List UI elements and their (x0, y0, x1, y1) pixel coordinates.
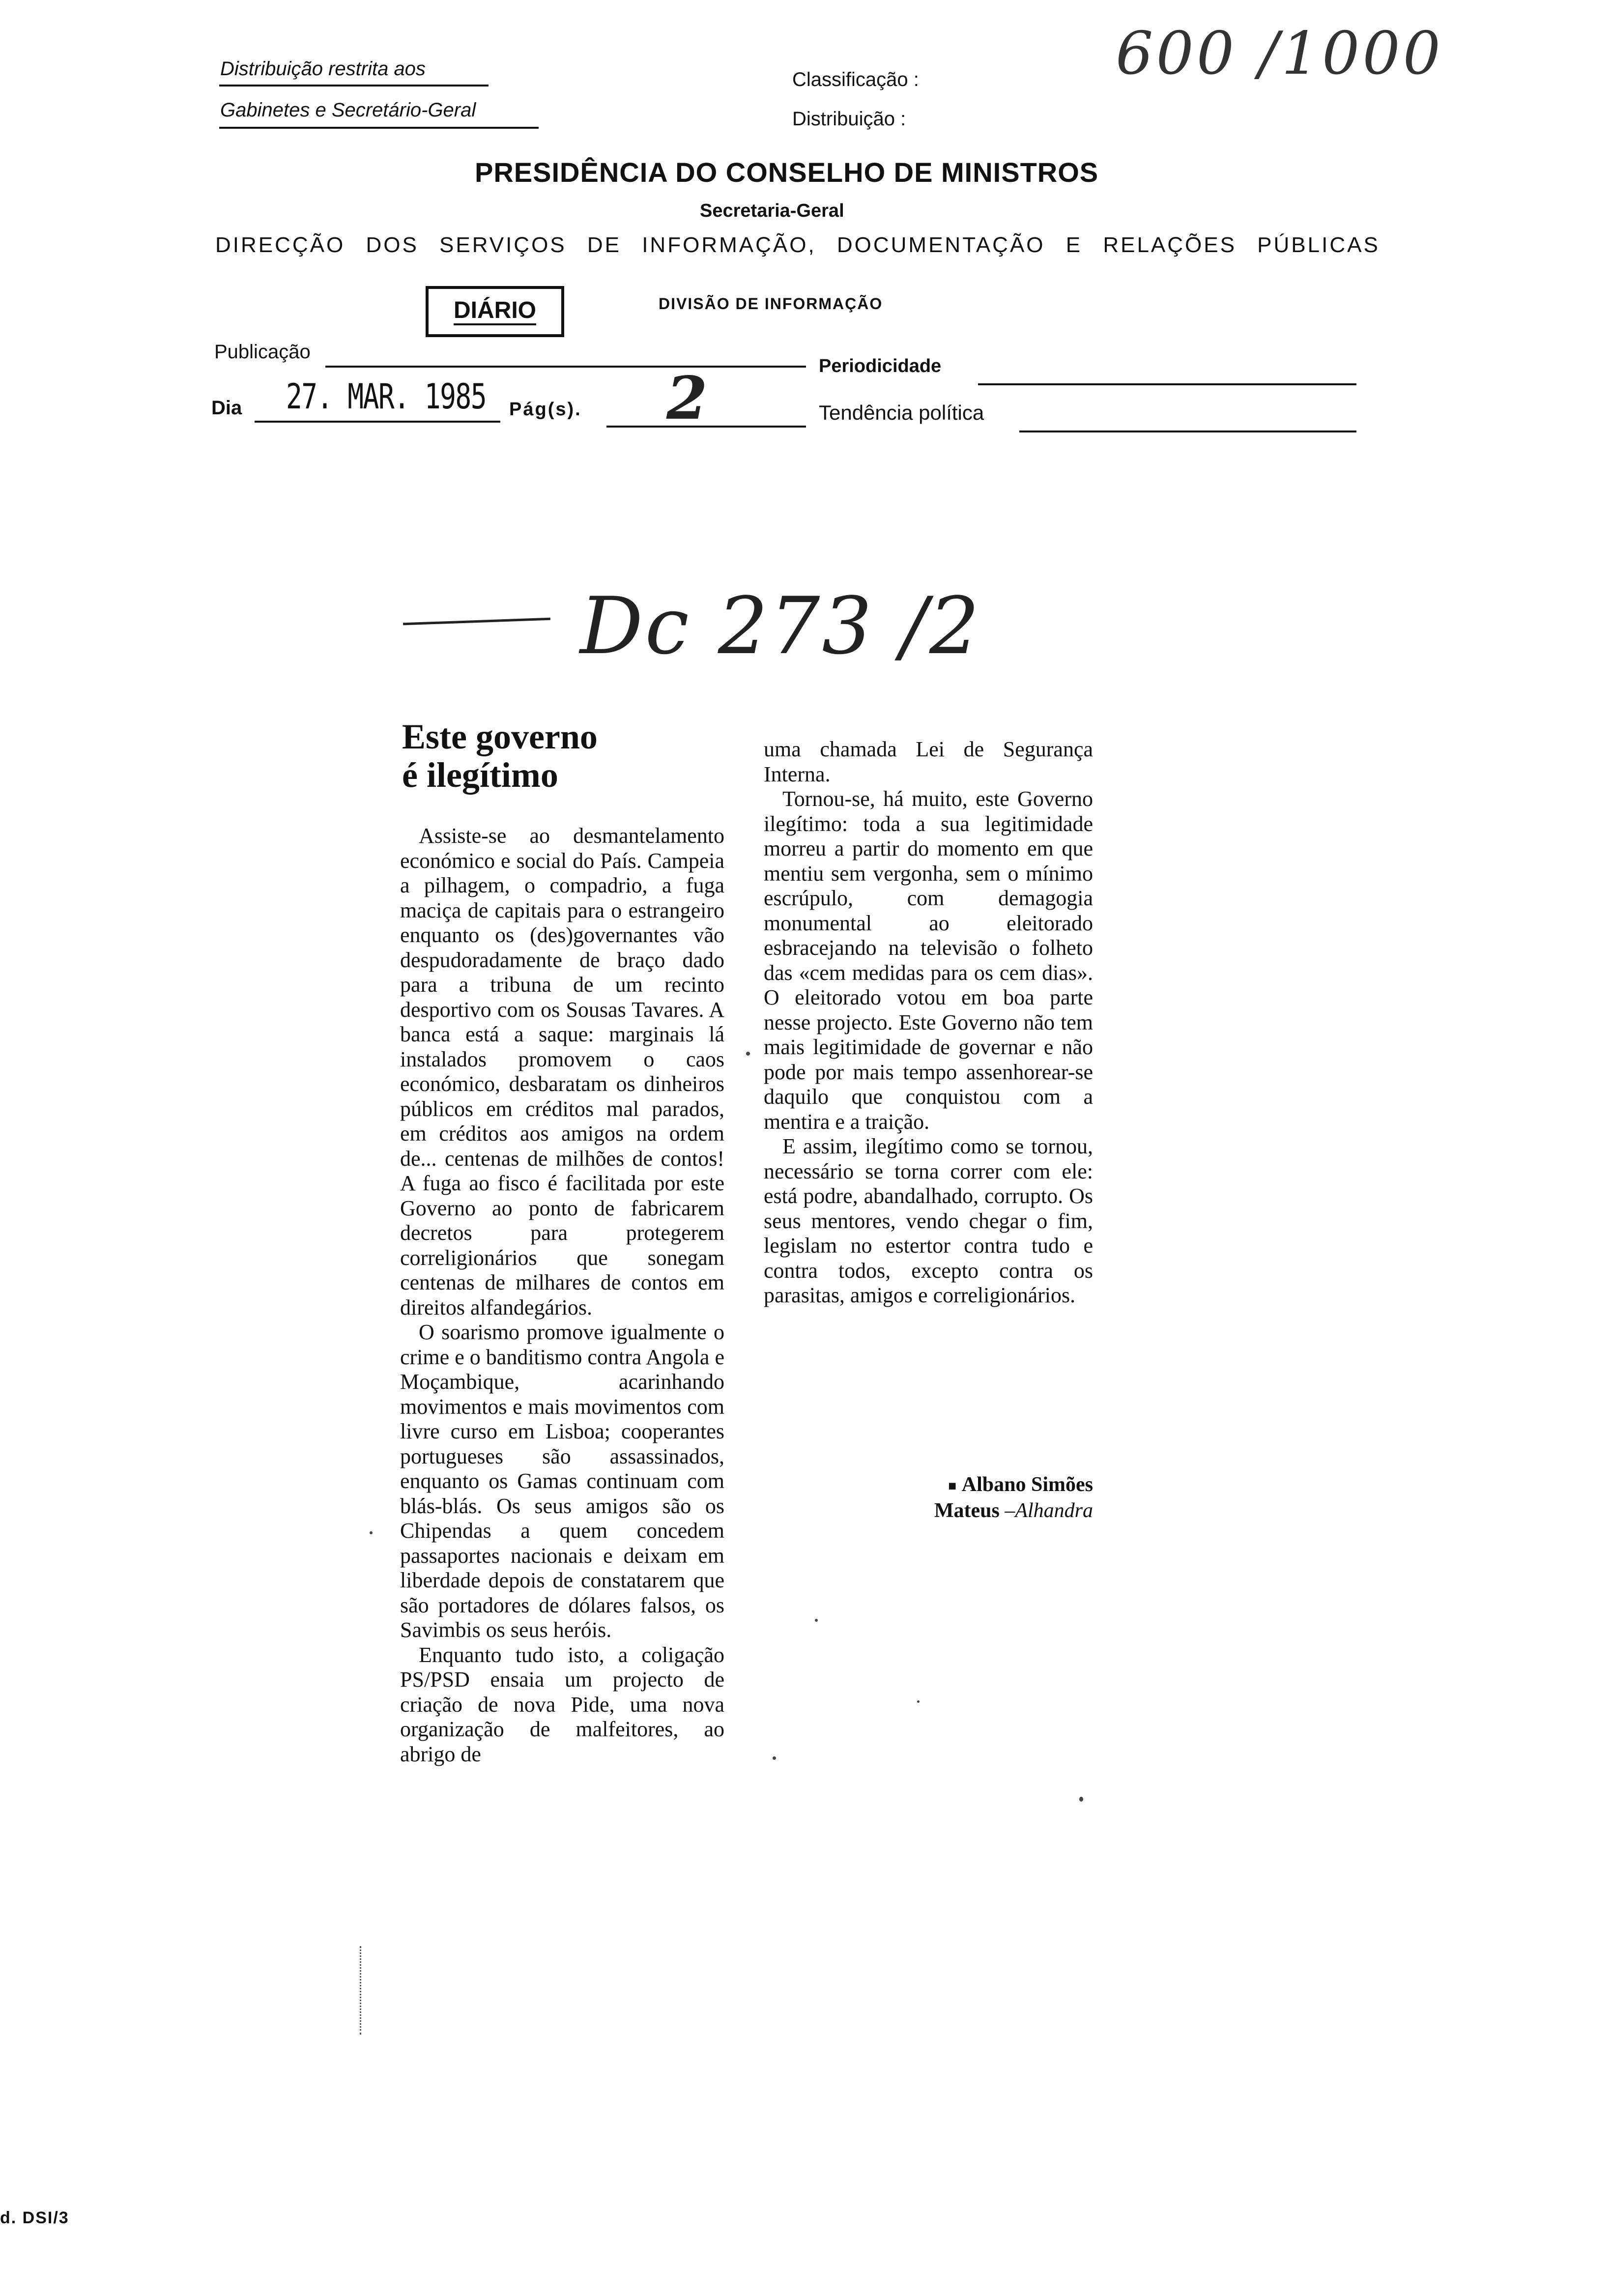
page-label: Pág(s). (509, 399, 582, 420)
column-2-paragraph-1: Tornou-se, há muito, este Governo ilegítimo: toda a sua legitimidade morreu a partir do momento em que mentiu sem vergonha, sem o mínimo escrúpulo, com demagogia monumental ao eleitorado esbracejando na televisão o folheto das «cem medidas para os cem dias». O eleitorado votou em boa parte nesse projecto. Este Governo não tem mais legitimidade de governar e não pode por mais tempo assenhorear-se daquilo que conquistou com a mentira e a traição. (764, 787, 1093, 1134)
division-label: DIVISÃO DE INFORMAÇÃO (659, 295, 883, 313)
left-margin-mark (360, 1946, 361, 2035)
classification-label: Classificação : (792, 69, 919, 90)
article-column-1 (400, 824, 724, 1767)
tendency-field-line (1019, 430, 1356, 432)
column-2-paragraph-0: uma chamada Lei de Segurança Interna. (764, 737, 1093, 786)
distribution-label: Distribuição : (792, 108, 906, 130)
author-name-line-2: Mateus (934, 1499, 1000, 1522)
page-value: 2 (666, 364, 708, 433)
scan-speck (815, 1619, 818, 1622)
restricted-line-1: Distribuição restrita aos (220, 58, 426, 80)
day-field-line (255, 421, 500, 423)
column-1-paragraph-1: Assiste-se ao desmantelamento económico e social do País. Campeia a pilhagem, o compadrio, a fuga maciça de capitais para o estrangeiro enquanto os (des)governantes vão despudoradamente de braço dado para a tribuna de um recinto desportivo com os Sousas Tavares. A banca está a saque: marginais lá instalados promovem o caos económico, desbaratam os dinheiros públicos em créditos mal parados, em créditos aos amigos na ordem de... centenas de milhões de contos! A fuga ao fisco é facilitada por este Governo ao ponto de fabricarem decretos para protegerem correligionários que sonegam centenas de milhares de contos em direitos alfandegários. (400, 824, 724, 1320)
byline-line-2 (764, 1498, 1093, 1523)
article-column-2 (764, 737, 1093, 1308)
diario-stamp (426, 286, 564, 337)
restricted-underline-1 (219, 85, 489, 86)
annotation-dash (403, 618, 550, 625)
scan-speck (917, 1700, 920, 1703)
scan-speck (773, 1756, 776, 1760)
diario-stamp-text: DIÁRIO (454, 298, 536, 325)
article-byline (764, 1472, 1093, 1523)
byline-marker: ■ (948, 1478, 957, 1494)
tendency-label: Tendência política (819, 401, 984, 424)
article-title-line-2: é ilegítimo (402, 755, 558, 795)
day-value: 27. MAR. 1985 (286, 376, 487, 417)
day-label: Dia (211, 397, 242, 419)
byline-line-1 (764, 1472, 1093, 1498)
publication-label: Publicação (214, 341, 311, 363)
restricted-line-2: Gabinetes e Secretário-Geral (220, 99, 476, 121)
ministry-title: PRESIDÊNCIA DO CONSELHO DE MINISTROS (475, 157, 1099, 188)
author-place: –Alhandra (1005, 1499, 1093, 1522)
directorate-title: DIRECÇÃO DOS SERVIÇOS DE INFORMAÇÃO, DOCUMENTAÇÃO E RELAÇÕES PÚBLICAS (215, 233, 1380, 257)
article-title-line-1: Este governo (402, 717, 598, 756)
scan-speck (746, 1052, 750, 1056)
author-name-line-1: Albano Simões (961, 1473, 1093, 1496)
form-code: d. DSI/3 (0, 2209, 69, 2227)
scan-speck (1079, 1797, 1083, 1802)
handwritten-reference: Dc 273 /2 (580, 580, 981, 672)
column-1-paragraph-2: O soarismo promove igualmente o crime e o banditismo contra Angola e Moçambique, acarinhando movimentos e mais movimentos com livre curso em Lisboa; cooperantes portugueses são assassinados, enquanto os Gamas continuam com blás-blás. Os seus amigos são os Chipendas a quem concedem passaportes nacionais e deixam em liberdade depois de constatarem que são portadores de dólares falsos, os Savimbis os seus heróis. (400, 1320, 724, 1642)
handwritten-copy-number: 600 /1000 (1116, 20, 1444, 88)
scan-speck (370, 1531, 373, 1534)
periodicity-field-line (978, 383, 1356, 385)
column-2-paragraph-2: E assim, ilegítimo como se tornou, necessário se torna correr com ele: está podre, abandalhado, corrupto. Os seus mentores, vendo chegar o fim, legislam no estertor contra tudo e contra todos, excepto contra os parasitas, amigos e correligionários. (764, 1134, 1093, 1307)
column-1-paragraph-3: Enquanto tudo isto, a coligação PS/PSD ensaia um projecto de criação de nova Pide, uma nova organização de malfeitores, ao abrigo de (400, 1642, 724, 1766)
secretariat-title: Secretaria-Geral (700, 201, 844, 221)
periodicity-label: Periodicidade (819, 356, 942, 376)
publication-field-line (325, 366, 806, 368)
restricted-underline-2 (219, 127, 539, 129)
